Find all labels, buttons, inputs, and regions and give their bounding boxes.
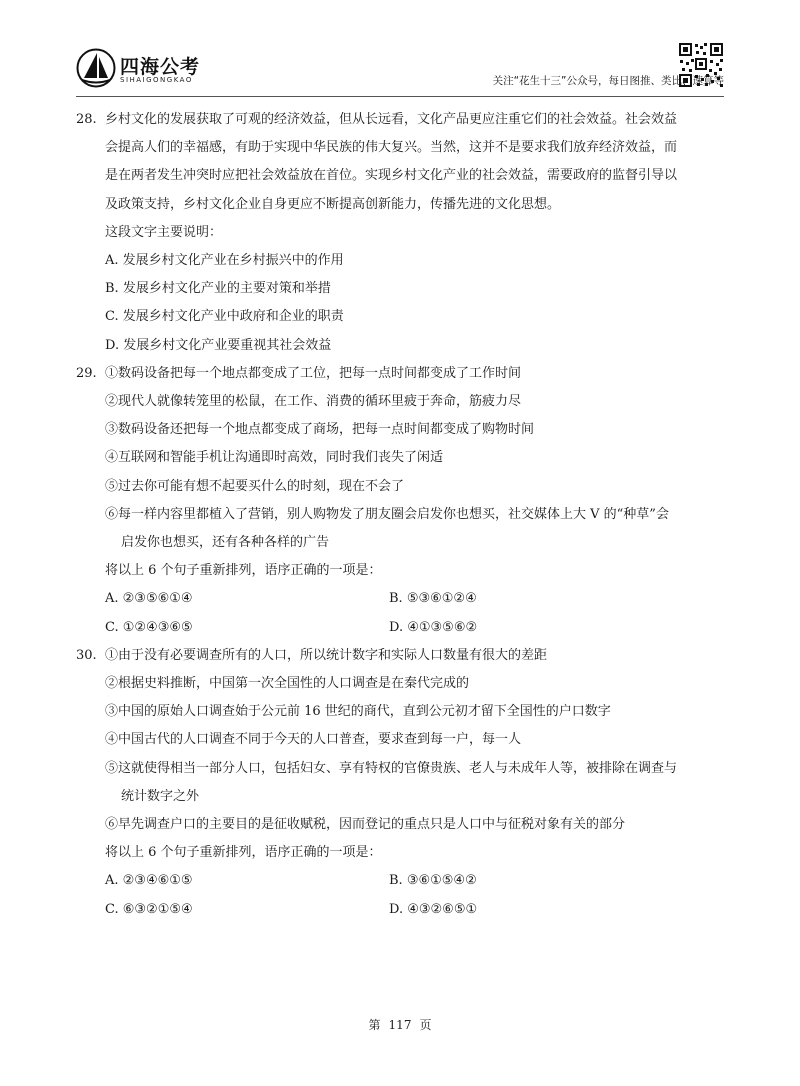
question-stem: 将以上 6 个句子重新排列，语序正确的一项是： — [105, 845, 382, 861]
question-28 — [76, 106, 726, 360]
option-c[interactable]: C. ①②④③⑥⑤ — [105, 619, 193, 635]
question-content — [76, 106, 726, 924]
sentence-item: ⑤这就使得相当一部分人口，包括妇女、享有特权的官僚贵族、老人与未成年人等，被排除在调查与 — [105, 760, 678, 776]
logo-subtitle: SIHAIGONGKAO — [120, 76, 193, 84]
page-header — [0, 0, 800, 100]
sentence-item: ②现代人就像转笼里的松鼠，在工作、消费的循环里疲于奔命，筋疲力尽 — [105, 393, 522, 409]
option-a[interactable]: A. ②③④⑥①⑤ — [105, 873, 193, 889]
option-d[interactable]: D. ④③②⑥⑤① — [389, 901, 478, 917]
option-b[interactable]: B. ③⑥①⑤④② — [389, 873, 477, 889]
page-number: 117 — [388, 1018, 412, 1032]
page-footer — [0, 1016, 800, 1033]
question-number: 28. — [76, 112, 97, 127]
sailboat-logo-icon — [76, 48, 116, 88]
passage-line: 是在两者发生冲突时应把社会效益放在首位。实现乡村文化产业的社会效益，需要政府的监督引导以 — [105, 168, 678, 184]
page-prefix: 第 — [368, 1018, 381, 1032]
option-d[interactable]: D. 发展乡村文化产业要重视其社会效益 — [105, 337, 332, 353]
option-c[interactable]: C. 发展乡村文化产业中政府和企业的职责 — [105, 309, 344, 325]
sentence-item: ①由于没有必要调查所有的人口，所以统计数字和实际人口数量有很大的差距 — [105, 647, 548, 663]
question-stem: 将以上 6 个句子重新排列，语序正确的一项是： — [105, 563, 382, 579]
question-number: 30. — [76, 647, 97, 663]
sentence-item: ⑤过去你可能有想不起要买什么的时刻，现在不会了 — [105, 478, 405, 494]
sentence-item: ⑥早先调查户口的主要目的是征收赋税，因而登记的重点只是人口中与征税对象有关的部分 — [105, 816, 626, 832]
option-a[interactable]: A. ②③⑤⑥①④ — [105, 591, 193, 607]
option-c[interactable]: C. ⑥③②①⑤④ — [105, 901, 193, 917]
sentence-item: ②根据史料推断，中国第一次全国性的人口调查是在秦代完成的 — [105, 675, 470, 691]
option-b[interactable]: B. 发展乡村文化产业的主要对策和举措 — [105, 281, 331, 297]
sentence-item: ③中国的原始人口调查始于公元前 16 世纪的商代，直到公元初才留下全国性的户口数字 — [105, 704, 611, 720]
sentence-item: ①数码设备把每一个地点都变成了工位，把每一点时间都变成了工作时间 — [105, 365, 522, 381]
header-divider — [76, 96, 724, 97]
question-stem: 这段文字主要说明： — [105, 224, 223, 240]
option-a[interactable]: A. 发展乡村文化产业在乡村振兴中的作用 — [105, 253, 344, 269]
question-number: 29. — [76, 365, 97, 381]
sentence-item: ⑥每一样内容里都植入了营销，别人购物发了朋友圈会启发你也想买，社交媒体上大 V 的“种草”会 — [105, 506, 669, 522]
header-notice: 关注“花生十三”公众号，每日图推、类比、速算等 — [492, 75, 724, 87]
passage-line: 及政策支持，乡村文化企业自身更应不断提高创新能力，传播先进的文化思想。 — [105, 196, 561, 212]
sentence-item-continued: 统计数字之外 — [121, 788, 200, 804]
sentence-item-continued: 启发你也想买，还有各种各样的广告 — [121, 534, 330, 550]
option-d[interactable]: D. ④①③⑤⑥② — [389, 619, 478, 635]
question-29 — [76, 360, 726, 642]
sentence-item: ③数码设备还把每一个地点都变成了商场，把每一点时间都变成了购物时间 — [105, 422, 535, 438]
passage-line: 会提高人们的幸福感，有助于实现中华民族的伟大复兴。当然，这并不是要求我们放弃经济效益，而 — [105, 140, 678, 156]
passage-line: 乡村文化的发展获取了可观的经济效益，但从长远看，文化产品更应注重它们的社会效益。社会效益 — [105, 112, 678, 127]
sentence-item: ④互联网和智能手机让沟通即时高效，同时我们丧失了闲适 — [105, 450, 444, 466]
sentence-item: ④中国古代的人口调查不同于今天的人口普查，要求查到每一户，每一人 — [105, 732, 522, 748]
question-30 — [76, 642, 726, 924]
option-b[interactable]: B. ⑤③⑥①②④ — [389, 591, 477, 607]
page-suffix: 页 — [419, 1018, 432, 1032]
logo-title: 四海公考 — [120, 56, 201, 78]
